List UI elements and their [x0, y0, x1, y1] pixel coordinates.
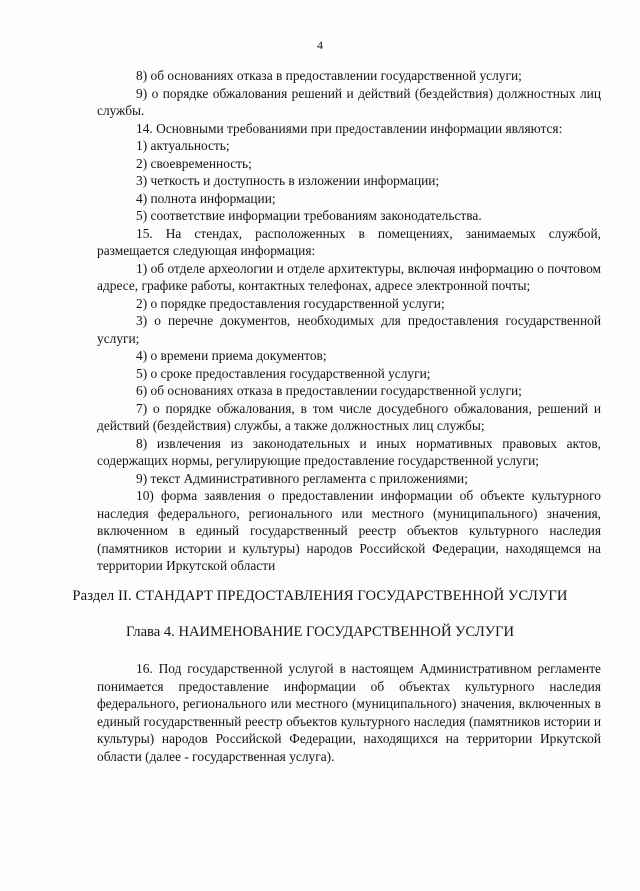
paragraph-stand-item-4: 4) о времени приема документов;	[136, 348, 327, 363]
paragraph-item-9-appeal-procedure: 9) о порядке обжалования решений и действий (бездействия) должностных лиц службы.	[97, 85, 601, 118]
paragraph-requirement-1: 1) актуальность;	[136, 138, 230, 153]
paragraph-16-service-definition: 16. Под государственной услугой в настоящем Административном регламенте понимается предоставление информации об объектах культурного наследия федерального, регионального или местного (муниципального) значения, включенных в единый государственный реестр объектов культурного наследия (памятников истории и культуры) народов Российской Федерации, находящихся на территории Иркутской области (далее - государственная услуга).	[97, 661, 601, 764]
page-number: 4	[317, 38, 323, 52]
paragraph-stand-item-8: 8) извлечения из законодательных и иных нормативных правовых актов, содержащих нормы, регулирующие предоставление государственной услуги;	[97, 435, 601, 468]
paragraph-item-8-denial-grounds: 8) об основаниях отказа в предоставлении государственной услуги;	[136, 68, 522, 83]
paragraph-stand-item-6: 6) об основаниях отказа в предоставлении государственной услуги;	[136, 383, 522, 398]
paragraph-requirement-4: 4) полнота информации;	[136, 190, 276, 206]
chapter-heading: Глава 4. НАИМЕНОВАНИЕ ГОСУДАРСТВЕННОЙ УСЛУГИ	[125, 624, 515, 640]
paragraph-requirement-5: 5) соответствие информации требованиям законодательства.	[136, 208, 482, 223]
document-body	[97, 67, 601, 575]
paragraph-stand-item-10: 10) форма заявления о предоставлении информации об объекте культурного наследия федерального, регионального или местного (муниципального) значения, включенном в единый государственный реестр объектов культурного наследия (памятников истории и культуры) народов Российской Федерации, находящемся на территории Иркутской области	[97, 488, 601, 573]
closing-section	[97, 660, 601, 765]
paragraph-stand-item-3: 3) о перечне документов, необходимых для предоставления государственной услуги;	[97, 313, 601, 346]
section-heading: Раздел II. СТАНДАРТ ПРЕДОСТАВЛЕНИЯ ГОСУДАРСТВЕННОЙ УСЛУГИ	[72, 588, 568, 604]
paragraph-stand-item-9: 9) текст Административного регламента с приложениями;	[136, 470, 468, 486]
paragraph-stand-item-1: 1) об отделе археологии и отделе архитектуры, включая информацию о почтовом адресе, графике работы, контактных телефонах, адресе электронной почты;	[97, 260, 601, 293]
paragraph-stand-item-7: 7) о порядке обжалования, в том числе досудебного обжалования, решений и действий (бездействия) службы, а также должностных лиц службы;	[97, 400, 601, 433]
paragraph-stand-item-2: 2) о порядке предоставления государственной услуги;	[136, 295, 445, 311]
paragraph-stand-item-5: 5) о сроке предоставления государственной услуги;	[136, 365, 431, 381]
paragraph-14-requirements: 14. Основными требованиями при предоставлении информации являются:	[136, 120, 563, 136]
paragraph-requirement-3: 3) четкость и доступность в изложении информации;	[136, 173, 440, 188]
paragraph-15-stands: 15. На стендах, расположенных в помещениях, занимаемых службой, размещается следующая информация:	[97, 225, 601, 258]
paragraph-requirement-2: 2) своевременность;	[136, 155, 252, 171]
